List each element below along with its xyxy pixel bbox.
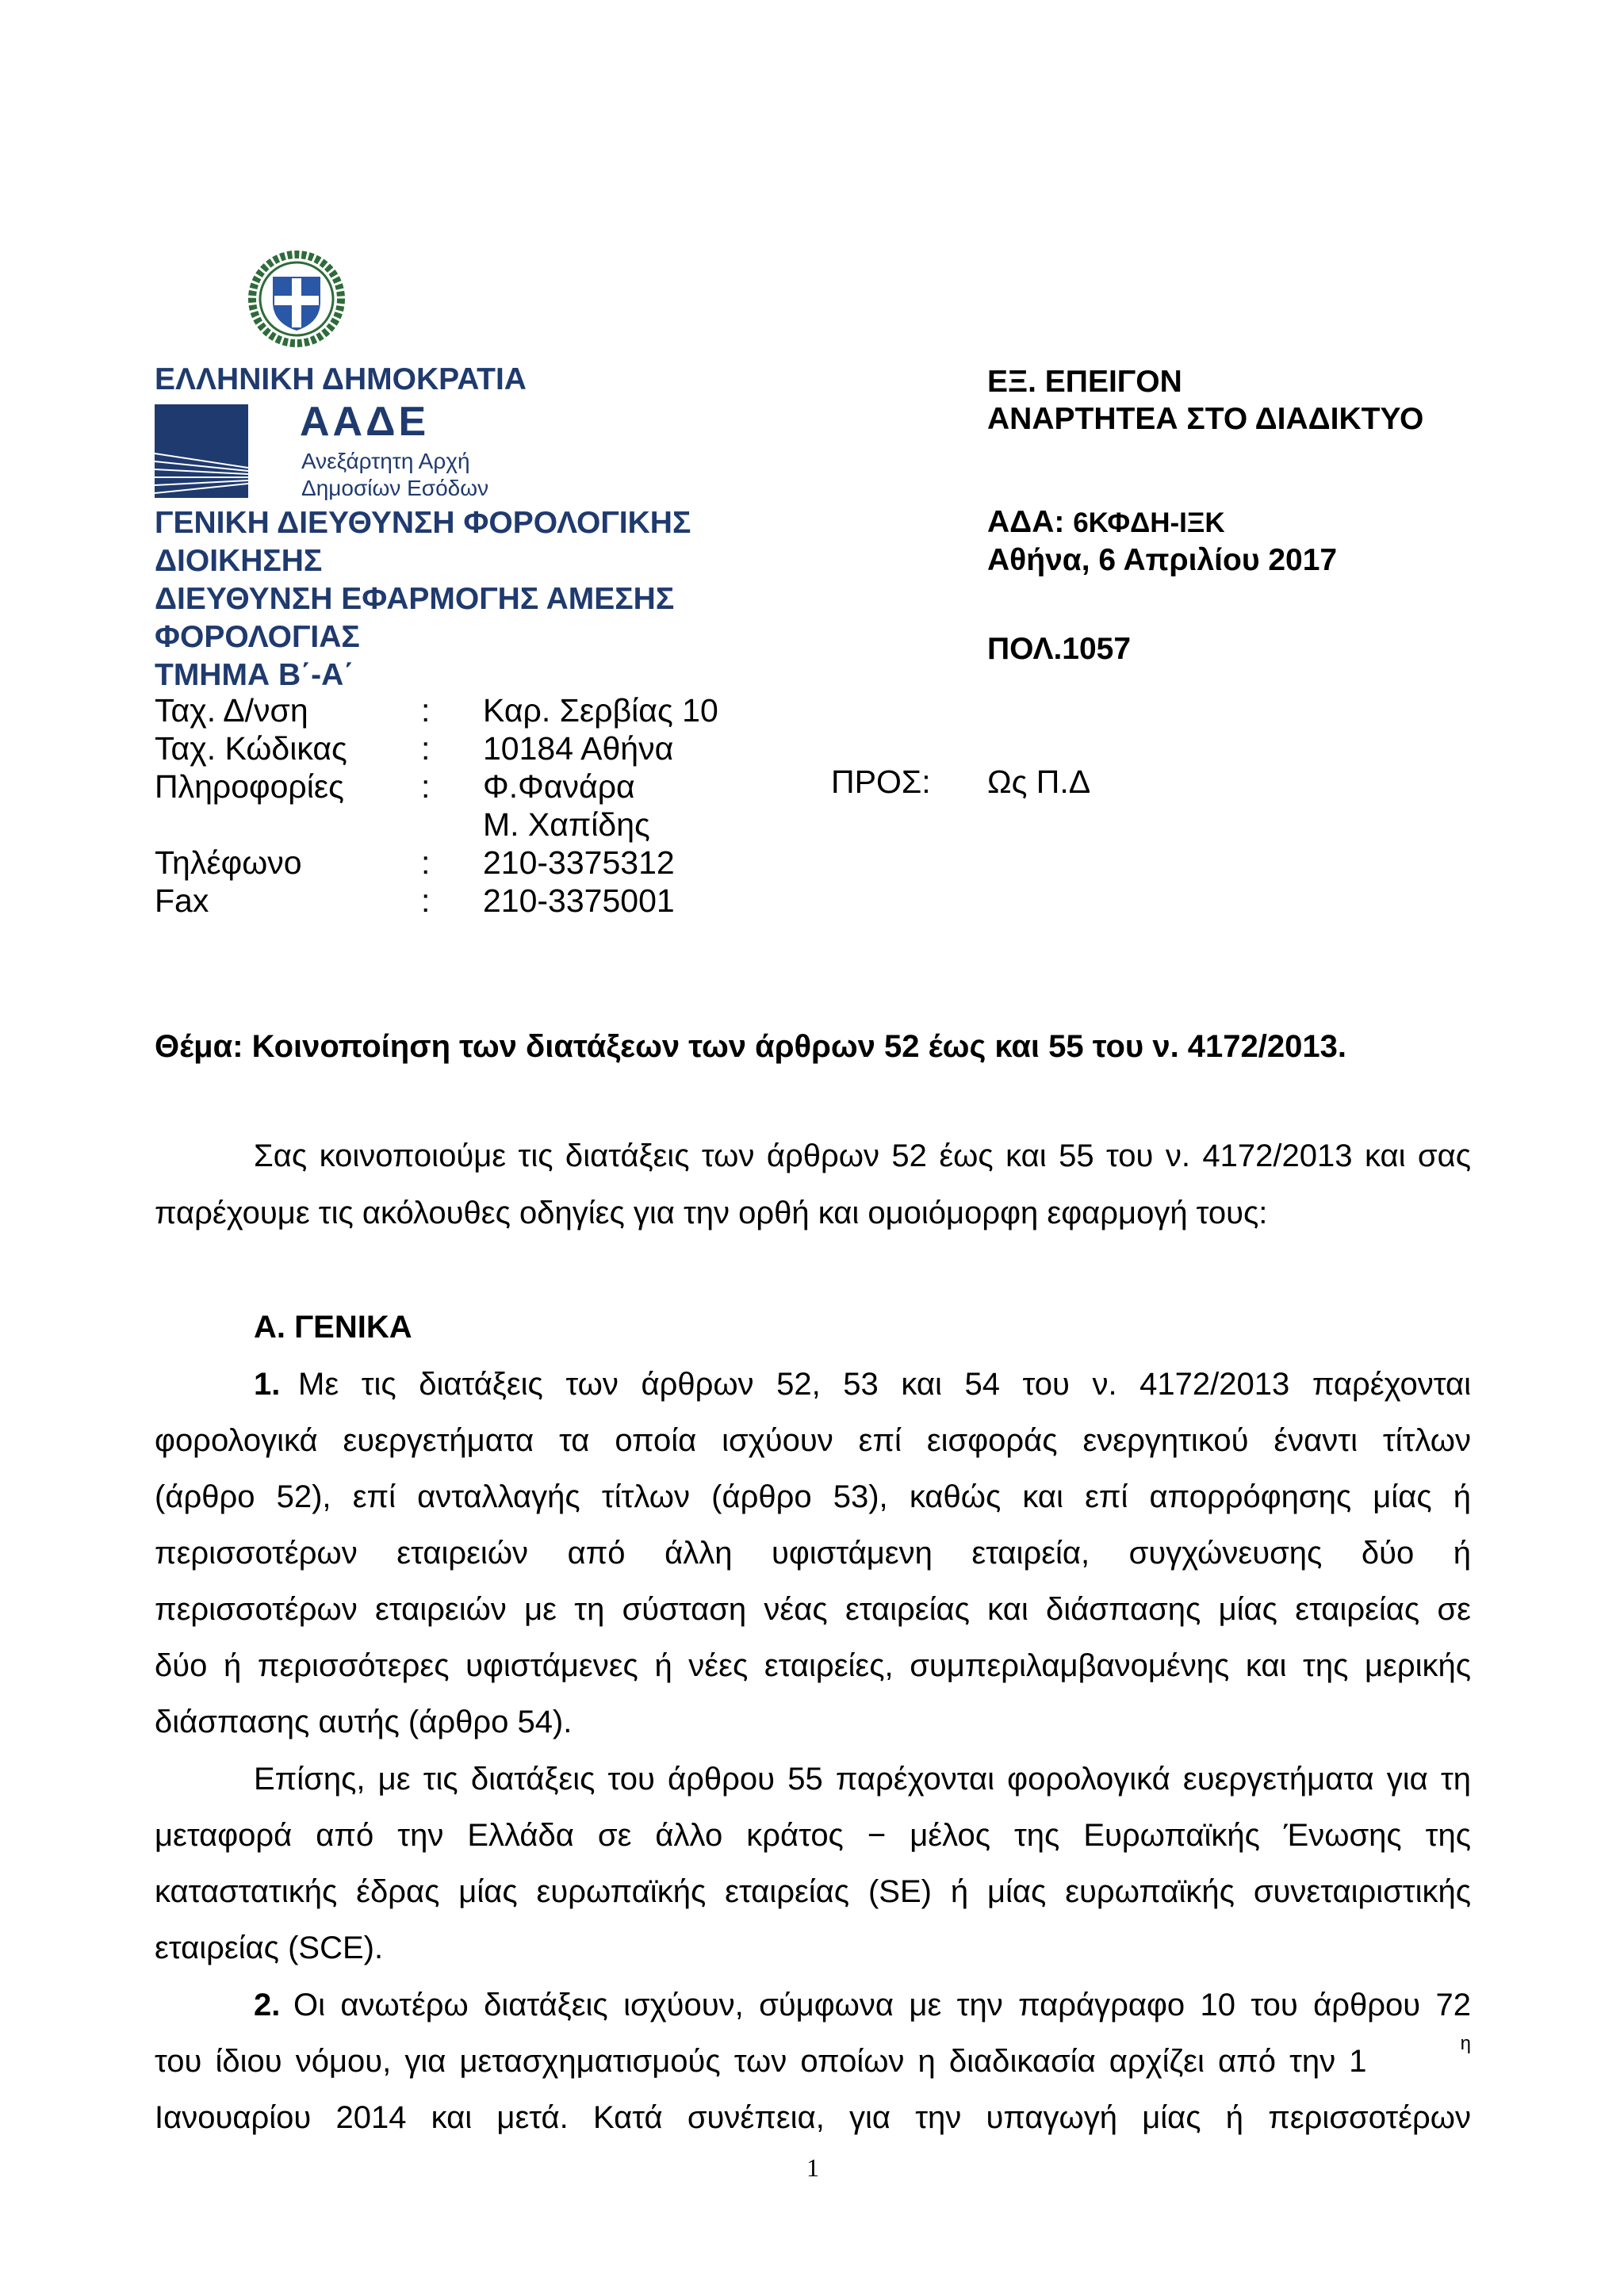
contact-label: Fax <box>155 882 209 919</box>
paragraph-line: καταστατικής έδρας μίας ευρωπαϊκής εταιρείας (SE) ή μίας ευρωπαϊκής συνεταιριστικής <box>155 1874 1471 1909</box>
contact-separator: : <box>421 882 431 919</box>
paragraph-line: διάσπασης αυτής (άρθρο 54). <box>155 1705 573 1739</box>
paragraph-line: φορολογικά ευεργετήματα τα οποία ισχύουν επί εισφοράς ενεργητικού έναντι τίτλων <box>155 1423 1471 1458</box>
intro-line: Σας κοινοποιούμε τις διατάξεις των άρθρων 52 έως και 55 του ν. 4172/2013 και σας <box>254 1138 1471 1173</box>
paragraph-line: Ιανουαρίου 2014 και μετά. Κατά συνέπεια, για την υπαγωγή μίας ή περισσοτέρων <box>155 2100 1471 2135</box>
page-number: 1 <box>806 2153 819 2182</box>
paragraph-number: 1. <box>254 1367 281 1402</box>
paragraph-line: περισσοτέρων εταιρειών με τη σύσταση νέας εταιρείας και διάσπασης μίας εταιρείας σε <box>155 1592 1471 1627</box>
aade-logo-subtitle-1: Ανεξάρτητη Αρχή <box>301 449 470 473</box>
republic-title: ΕΛΛΗΝΙΚΗ ΔΗΜΟΚΡΑΤΙΑ <box>155 362 527 396</box>
contact-value: Καρ. Σερβίας 10 <box>483 692 718 729</box>
contact-separator: : <box>421 730 431 767</box>
department-line: ΔΙΟΙΚΗΣΗΣ <box>155 544 323 578</box>
contact-row <box>155 882 675 920</box>
paragraph-line-text: του ίδιου νόμου, για μετασχηματισμούς των οποίων η διαδικασία αρχίζει από την 1 <box>155 2044 1367 2079</box>
contact-label: Ταχ. Κώδικας <box>155 730 347 767</box>
contact-separator: : <box>421 768 431 805</box>
paragraph-line: Με τις διατάξεις των άρθρων 52, 53 και 54 του ν. 4172/2013 παρέχονται <box>298 1367 1471 1402</box>
urgency-line: ΕΞ. ΕΠΕΙΓΟΝ <box>987 365 1182 399</box>
contact-label: Τηλέφωνο <box>155 844 302 881</box>
paragraph-number: 2. <box>254 1988 281 2022</box>
ada-line <box>987 503 1225 542</box>
paragraph-line: (άρθρο 52), επί ανταλλαγής τίτλων (άρθρο 53), καθώς και επί απορρόφησης μίας ή <box>155 1479 1471 1514</box>
department-block <box>155 504 691 695</box>
contact-label: Πληροφορίες <box>155 768 344 805</box>
contact-row <box>155 729 674 767</box>
document-date: Αθήνα, 6 Απριλίου 2017 <box>987 543 1338 577</box>
contact-info <box>155 691 718 920</box>
ordinal-superscript: η <box>1460 2033 1471 2054</box>
aade-logo-name: ΑΑΔΕ <box>300 399 430 445</box>
department-line: ΔΙΕΥΘΥΝΣΗ ΕΦΑΡΜΟΓΗΣ ΑΜΕΣΗΣ <box>155 582 675 616</box>
contact-label: Ταχ. Δ/νση <box>155 692 308 729</box>
ada-label: ΑΔΑ: <box>987 505 1065 539</box>
contact-row <box>155 691 718 729</box>
contact-row <box>155 767 635 806</box>
paragraph-line: Οι ανωτέρω διατάξεις ισχύουν, σύμφωνα με την παράγραφο 10 του άρθρου 72 <box>293 1988 1471 2022</box>
pol-number: ΠΟΛ.1057 <box>987 632 1132 666</box>
recipient-value: Ως Π.Δ <box>987 763 1091 800</box>
paragraph-line: δύο ή περισσότερες υφιστάμενες ή νέες εταιρείες, συμπεριλαμβανομένης και της μερικής <box>155 1648 1471 1683</box>
paragraph-line: μεταφορά από την Ελλάδα σε άλλο κράτος − μέλος της Ευρωπαϊκής Ένωσης της <box>155 1818 1471 1853</box>
paragraph-line: περισσοτέρων εταιρειών από άλλη υφιστάμενη εταιρεία, συγχώνευσης δύο ή <box>155 1536 1471 1571</box>
department-line: ΓΕΝΙΚΗ ΔΙΕΥΘΥΝΣΗ ΦΟΡΟΛΟΓΙΚΗΣ <box>155 506 691 540</box>
intro-line: παρέχουμε τις ακόλουθες οδηγίες για την ορθή και ομοιόμορφη εφαρμογή τους: <box>155 1196 1268 1230</box>
contact-value: Φ.Φανάρα <box>483 768 635 805</box>
contact-value: 210-3375312 <box>483 844 675 881</box>
ada-value: 6ΚΦΔΗ-ΙΞΚ <box>1073 507 1225 538</box>
aade-logo-subtitle-2: Δημοσίων Εσόδων <box>301 476 489 500</box>
recipient-label: ΠΡΟΣ: <box>831 763 931 800</box>
paragraph-line <box>155 2033 1471 2080</box>
contact-separator: : <box>421 844 431 881</box>
contact-row <box>155 806 650 844</box>
contact-value: 10184 Αθήνα <box>483 730 674 767</box>
paragraph-line: Επίσης, με τις διατάξεις του άρθρου 55 παρέχονται φορολογικά ευεργετήματα για τη <box>254 1762 1471 1797</box>
publish-online-line: ΑΝΑΡΤΗΤΕΑ ΣΤΟ ΔΙΑΔΙΚΤΥΟ <box>987 402 1424 436</box>
subject-line: Θέμα: Κοινοποίηση των διατάξεων των άρθρων 52 έως και 55 του ν. 4172/2013. <box>155 1029 1346 1064</box>
contact-row <box>155 844 675 882</box>
department-line: ΤΜΗΜΑ Β΄-Α΄ <box>155 658 354 692</box>
aade-logo-icon <box>155 404 248 498</box>
greek-emblem-icon <box>247 250 346 348</box>
section-heading: Α. ΓΕΝΙΚΑ <box>254 1310 412 1345</box>
contact-separator: : <box>421 692 431 729</box>
paragraph-line: εταιρείας (SCE). <box>155 1931 384 1965</box>
contact-value: Μ. Χαπίδης <box>483 806 650 843</box>
department-line: ΦΟΡΟΛΟΓΙΑΣ <box>155 620 360 654</box>
contact-value: 210-3375001 <box>483 882 675 919</box>
